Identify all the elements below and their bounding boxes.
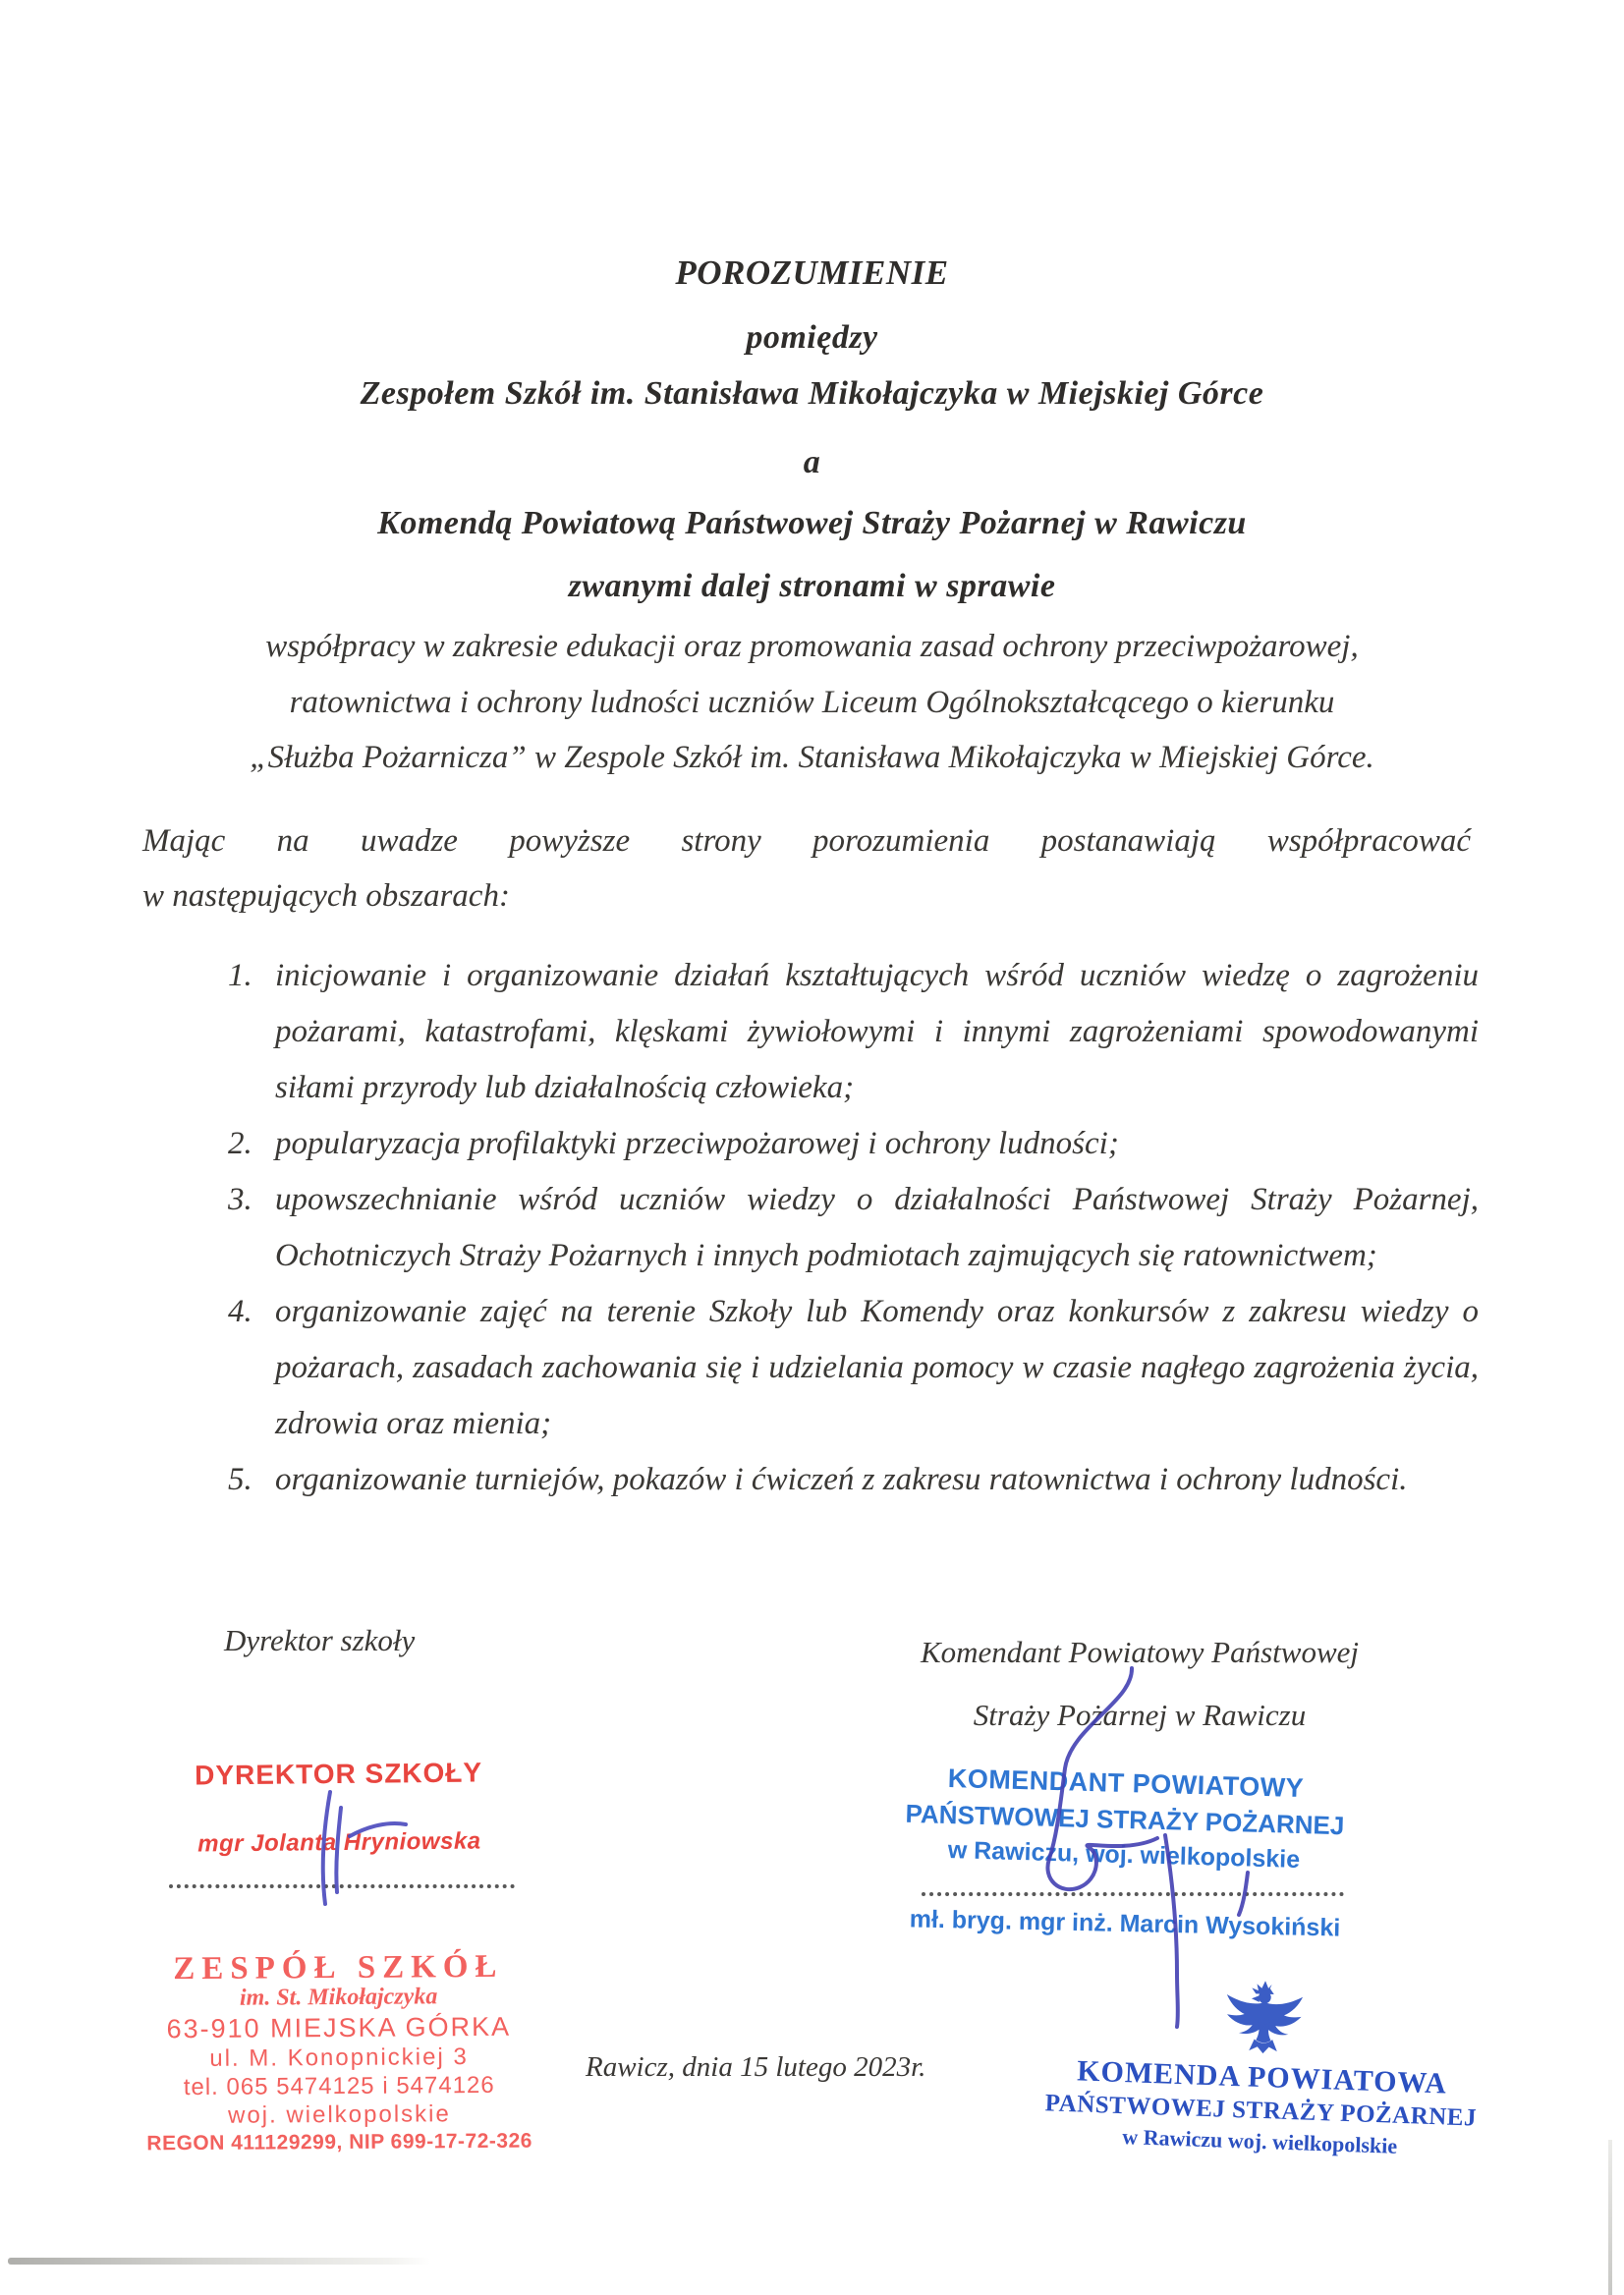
party2-name: Komendą Powiatową Państwowej Straży Pożarnej w Rawiczu xyxy=(377,505,1247,541)
school-stamp-phone: tel. 065 5474125 i 5474126 xyxy=(183,2071,495,2101)
left-signature-role: Dyrektor szkoły xyxy=(224,1623,416,1657)
scan-artifact-bottom-streak xyxy=(8,2258,430,2265)
list-item-text: popularyzacja profilaktyki przeciwpożarowej i ochrony ludności; xyxy=(275,1126,1119,1161)
date-line: Rawicz, dnia 15 lutego 2023r. xyxy=(586,2051,926,2083)
list-item-number: 1. xyxy=(228,958,252,993)
list-item-number: 3. xyxy=(228,1182,252,1217)
list-item-text: upowszechnianie wśród uczniów wiedzy o działalności Państwowej Straży Pożarnej, Ochotniczych Straży Pożarnych i innych podmiotach zajmujących się ratownictwem; xyxy=(275,1182,1479,1273)
right-signature-role xyxy=(865,1621,1415,1747)
list-item-text: inicjowanie i organizowanie działań kształtujących wśród uczniów wiedzę o zagrożeniu pożarami, katastrofami, klęskami żywiołowymi i innymi zagrożeniami spowodowanymi siłami przyrody lub działalnością człowieka; xyxy=(275,958,1479,1105)
list-item xyxy=(228,948,1479,1116)
list-item xyxy=(228,1284,1479,1452)
preamble-line-3: „Służba Pożarnicza” w Zespole Szkół im. Stanisława Mikołajczyka w Miejskiej Górce. xyxy=(250,740,1374,775)
school-stamp-street: ul. M. Konopnickiej 3 xyxy=(209,2043,469,2072)
school-stamp-registry: REGON 411129299, NIP 699-17-72-326 xyxy=(146,2129,532,2155)
scan-artifact-right-edge xyxy=(1608,2140,1612,2295)
between-word: pomiędzy xyxy=(746,319,878,356)
party1-name: Zespołem Szkół im. Stanisława Mikołajczyka w Miejskiej Górce xyxy=(360,375,1264,412)
headquarters-stamp-line-1: KOMENDA POWIATOWA xyxy=(1076,2054,1448,2100)
and-word: a xyxy=(803,444,821,480)
school-stamp-name: ZESPÓŁ SZKÓŁ xyxy=(173,1948,504,1987)
headquarters-stamp-line-2: PAŃSTWOWEJ STRAŻY POŻARNEJ xyxy=(1044,2090,1478,2132)
list-item-text: organizowanie zajęć na terenie Szkoły lub Komendy oraz konkursów z zakresu wiedzy o pożarach, zasadach zachowania się i udzielania pomocy w czasie nagłego zagrożenia życia, zdrowia oraz mienia; xyxy=(275,1294,1479,1441)
commander-stamp xyxy=(864,1762,1387,1877)
list-item-text: organizowanie turniejów, pokazów i ćwiczeń z zakresu ratownictwa i ochrony ludności. xyxy=(275,1462,1408,1497)
list-item xyxy=(228,1116,1479,1172)
school-stamp-city: 63-910 MIEJSKA GÓRKA xyxy=(166,2011,512,2044)
headquarters-stamp xyxy=(1019,1969,1506,2163)
right-signature-role-line-2: Straży Pożarnej w Rawiczu xyxy=(973,1698,1307,1732)
director-stamp-title: DYREKTOR SZKOŁY xyxy=(195,1757,483,1791)
called-line: zwanymi dalej stronami w sprawie xyxy=(568,568,1056,604)
consideration-line-2: w następujących obszarach: xyxy=(142,878,510,914)
right-signature-role-line-1: Komendant Powiatowy Państwowej xyxy=(920,1635,1360,1669)
commander-stamp-line-1: KOMENDANT POWIATOWY xyxy=(947,1763,1305,1804)
consideration-line-1: Mając na uwadze powyższe strony porozumienia postanawiają współpracować xyxy=(142,823,1471,859)
headquarters-stamp-line-3: w Rawiczu woj. wielkopolskie xyxy=(1122,2124,1398,2158)
commander-signed-name: mł. bryg. mgr inż. Marcin Wysokiński xyxy=(909,1905,1341,1942)
document-title: POROZUMIENIE xyxy=(675,253,949,292)
preamble-line-1: współpracy w zakresie edukacji oraz promowania zasad ochrony przeciwpożarowej, xyxy=(265,629,1359,664)
polish-eagle-icon xyxy=(1022,1969,1506,2066)
list-item-number: 4. xyxy=(228,1294,252,1329)
cooperation-areas-list xyxy=(228,948,1479,1508)
list-item-number: 2. xyxy=(228,1126,252,1161)
school-stamp-voivodeship: woj. wielkopolskie xyxy=(227,2100,451,2129)
preamble-line-2: ratownictwa i ochrony ludności uczniów Liceum Ogólnokształcącego o kierunku xyxy=(289,685,1335,720)
right-signature-dotted-line xyxy=(922,1892,1344,1896)
director-stamp-name: mgr Jolanta Hryniowska xyxy=(197,1827,481,1858)
list-item xyxy=(228,1172,1479,1284)
commander-stamp-line-3: w Rawiczu, woj. wielkopolskie xyxy=(947,1835,1301,1874)
consideration-paragraph xyxy=(142,813,1471,924)
director-stamp xyxy=(156,1757,521,1859)
commander-stamp-line-2: PAŃSTWOWEJ STRAŻY POŻARNEJ xyxy=(905,1798,1345,1841)
school-stamp xyxy=(107,1948,570,2155)
list-item xyxy=(228,1452,1479,1508)
left-signature-dotted-line xyxy=(169,1884,515,1888)
school-stamp-patron: im. St. Mikołajczyka xyxy=(239,1984,438,2011)
list-item-number: 5. xyxy=(228,1462,252,1497)
